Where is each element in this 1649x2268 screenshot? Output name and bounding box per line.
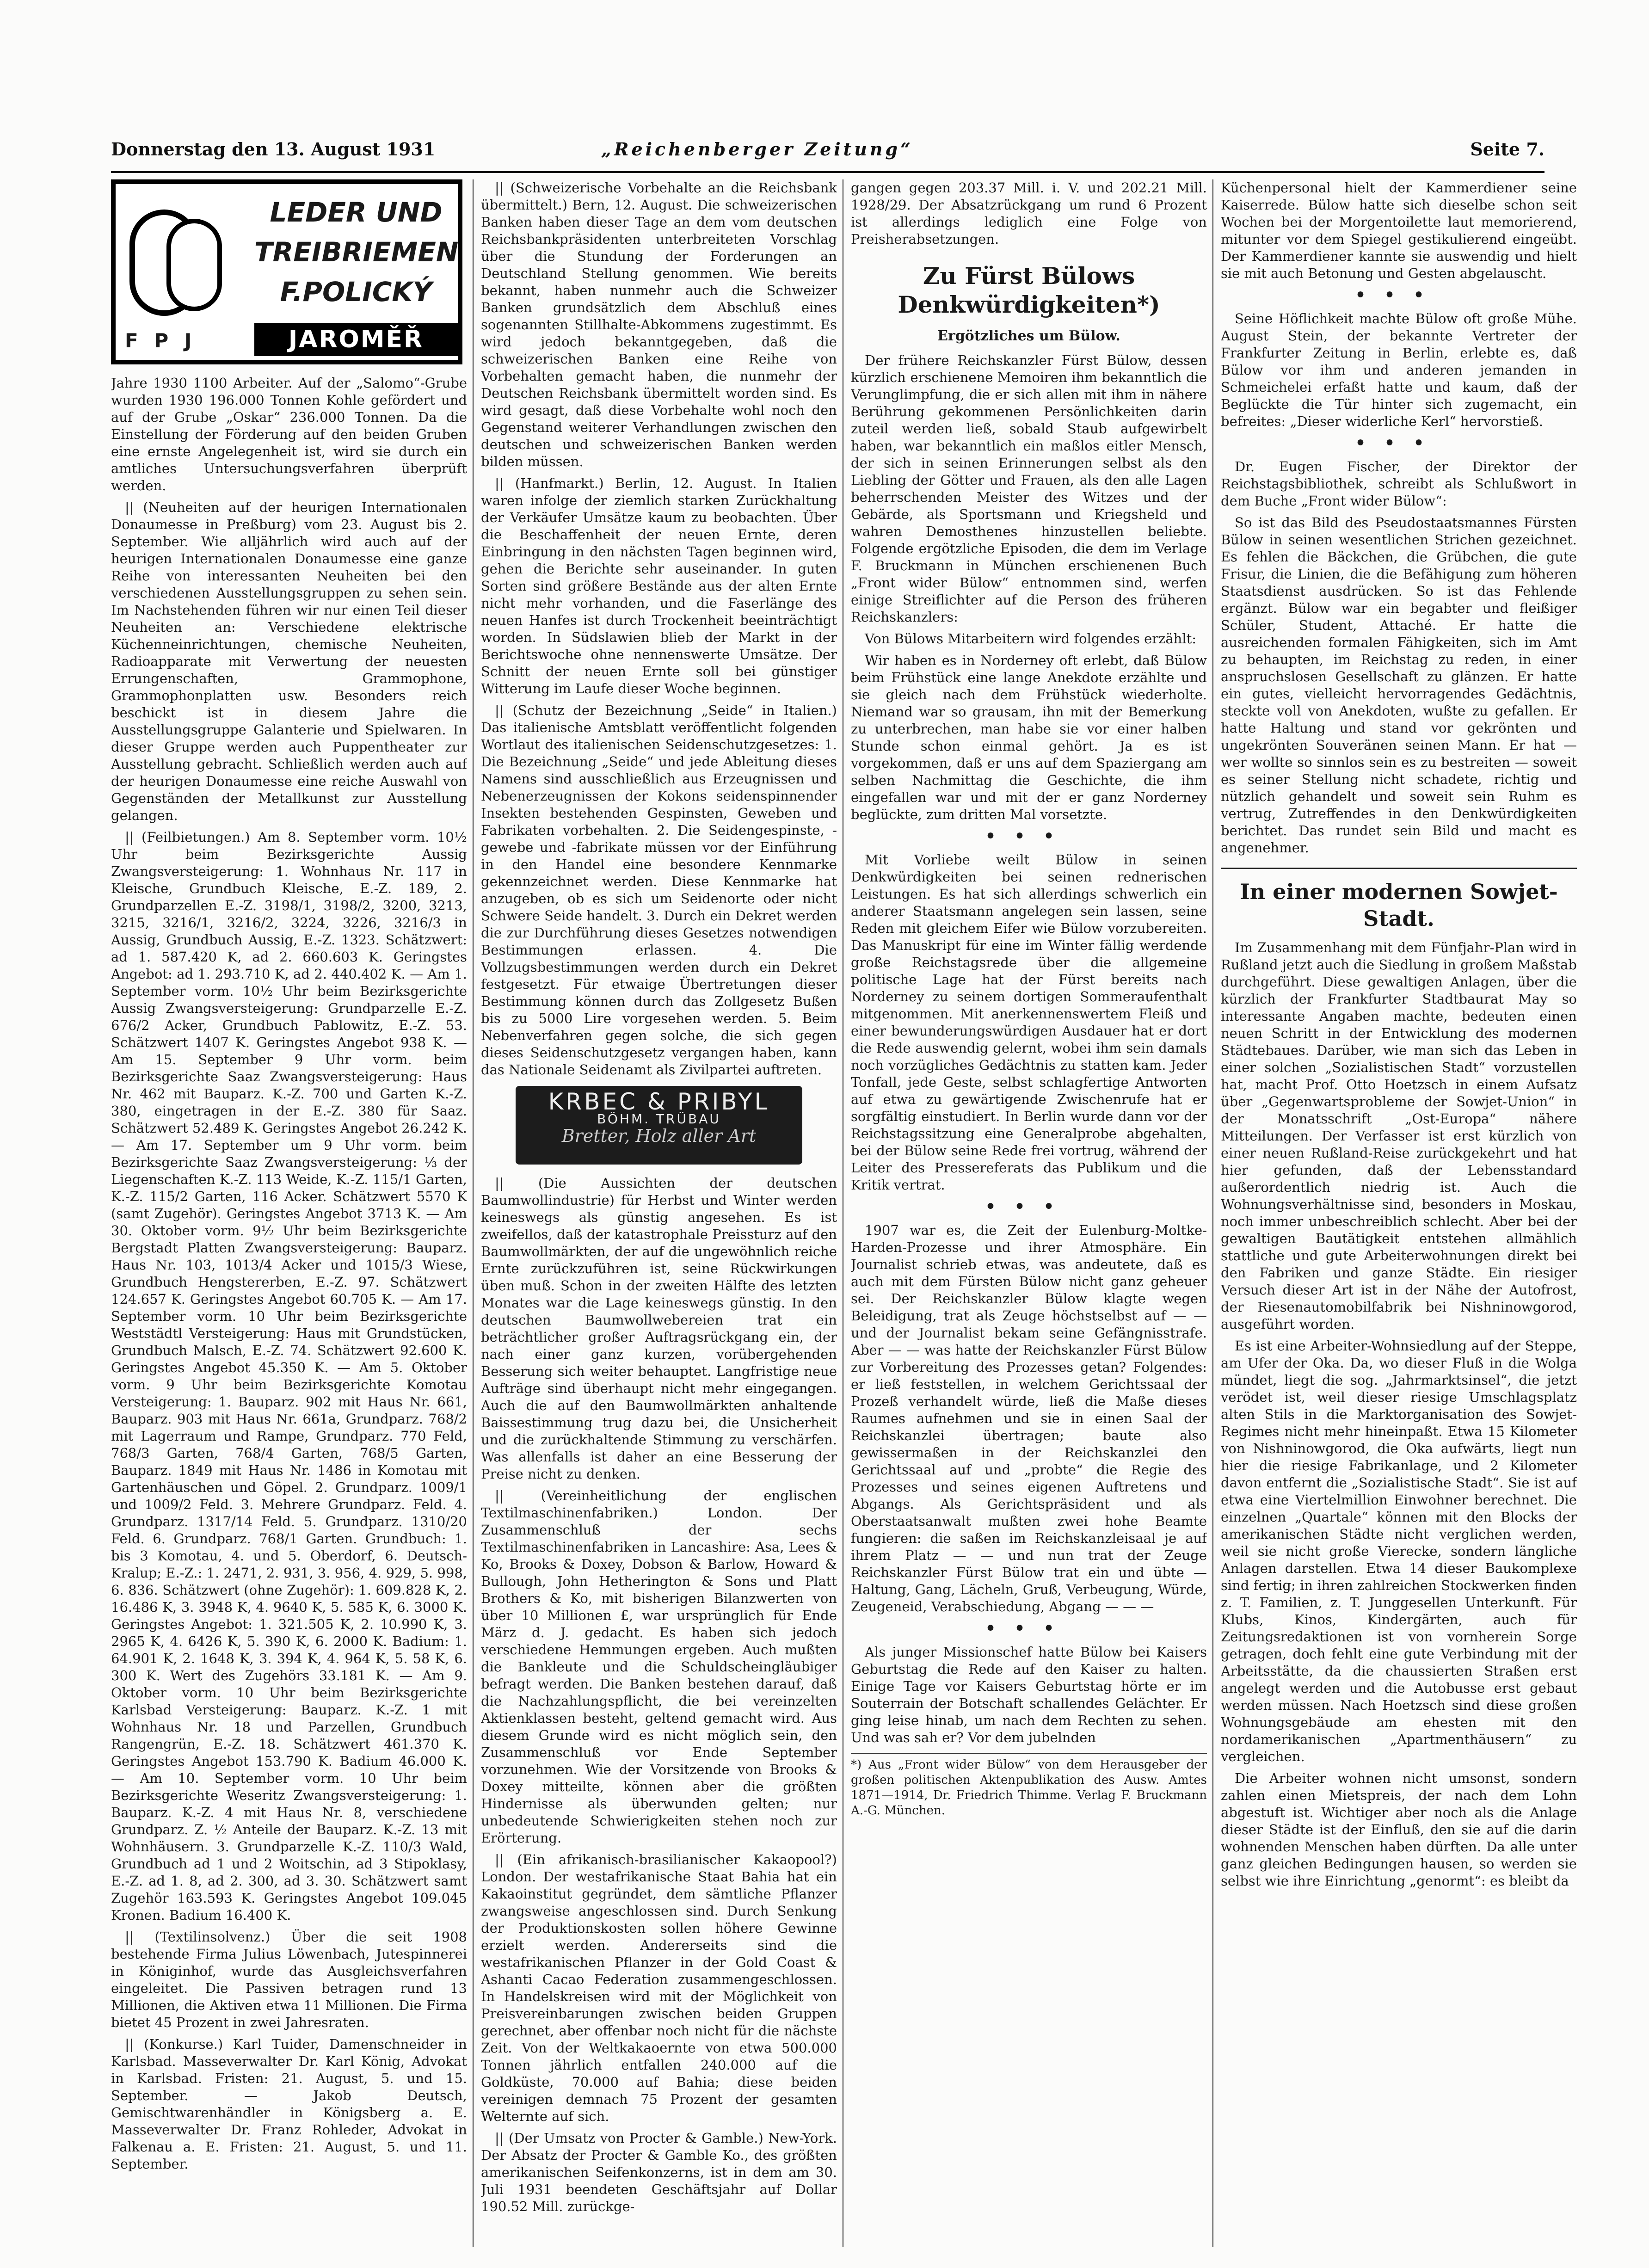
headline-sowjet-stadt: In einer modernen Sowjet-Stadt.	[1221, 868, 1577, 932]
header-paper-title: „Reichenberger Zeitung“	[601, 139, 913, 160]
article-paragraph: Der frühere Reichskanzler Fürst Bülow, dessen kürzlich erschienene Memoiren ihm bekanntlich die Verunglimpfung, die er sich allen mit ihm in nähere Berührung gekommenen Persönlichkeiten darin zuteil werden ließ, sobald Staub aufgewirbelt haben, war bekanntlich ein maßlos eitler Mensch, der sich in seinen Erinnerungen selbst als den Liebling der Götter und Frauen, als den alle Lagen beherrschenden Meister des Witzes und der Gebärde, als Sportsmann und Kriegsheld und wahren Demosthenes hinzustellen beliebte. Folgende ergötzliche Episoden, die dem im Verlage F. Bruckmann in München erschienenen Buch „Front wider Bülow“ entnommen sind, werfen einige Streiflichter auf die Person des früheren Reichskanzlers:	[851, 352, 1207, 625]
article-paragraph: Wir haben es in Norderney oft erlebt, daß Bülow beim Frühstück eine lange Anekdote erzählte und sie gleich nach dem Frühstück wiederholte. Niemand war so grausam, ihn mit der Bemerkung zu unterbrechen, man habe sie vor einer halben Stunde schon einmal gehört. Ja es ist vorgekommen, daß er uns auf dem Spaziergang am selben Nachmittag die Geschichte, die ihm eingefallen war und mit der er ganz Norderney beglückte, zum dritten Mal vorsetzte.	[851, 653, 1207, 822]
article-paragraph: || (Schutz der Bezeichnung „Seide“ in Italien.) Das italienische Amtsblatt veröffentlicht folgenden Wortlaut des italienischen Seidenschutzgesetzes: 1. Die Bezeichnung „Seide“ und jede Ableitung dieses Namens sind ausschließlich aus Erzeugnissen und Nebenerzeugnissen der Kokons seidenspinnender Insekten bestehenden Gespinsten, Geweben und Fabrikaten vorbehalten. 2. Die Seidengespinste, -gewebe und -fabrikate müssen vor der Einführung in den Handel eine besondere Kennmarke gekennzeichnet werden. Diese Kennmarke hat anzugeben, ob es sich um Seidenorte oder nicht Schwere Seide handelt. 3. Durch ein Dekret werden die zur Durchführung dieses Gesetzes notwendigen Bestimmungen erlassen. 4. Die Vollzugsbestimmungen werden durch ein Dekret festgesetzt. Für etwaige Übertretungen dieser Bestimmung können durch das Zollgesetz Bußen bis zu 5000 Lire vorgesehen werden. 5. Beim Nebenverfahren gegen solche, die sich gegen dieses Seidenschutzgesetz vergangen haben, kann das Nationale Seidenamt als Zivilpartei auftreten.	[481, 703, 837, 1078]
advertisement-krbec-pribyl	[516, 1086, 802, 1165]
article-paragraph: Es ist eine Arbeiter-Wohnsiedlung auf der Steppe, am Ufer der Oka. Da, wo dieser Fluß in die Wolga mündet, liegt die sog. „Jahrmarktsinsel“, die jetzt verödet ist, weil dieser riesige Umschlagsplatz alten Stils in die Marktorganisation des Sowjet-Regimes nicht mehr hineinpaßt. Etwa 15 Kilometer von Nishninowgorod, die Oka aufwärts, liegt nun hier die riesige Fabrikanlage, und 2 Kilometer davon entfernt die „Sozialistische Stadt“. Sie ist auf etwa eine Viertelmillion Einwohner berechnet. Die einzelnen „Quartale“ können mit den Blocks der amerikanischen Städte nicht verglichen werden, weil sie nicht große Vierecke, sondern längliche Anlagen darstellen. Etwa 14 dieser Baukomplexe sind fertig; in ihren zahlreichen Stockwerken finden z. T. Familien, z. T. Junggesellen Unterkunft. Für Klubs, Kinos, Kindergärten, auch für Zeitungsredaktionen ist von vornherein Sorge getragen, doch fehlt eine gute Verbindung mit der Arbeitsstätte, da die chaussierten Straßen erst angelegt werden und die Autobusse erst gebaut werden müssen. Nach Hoetzsch sind diese großen Wohnungsgebäude am ehesten mit den nordamerikanischen „Apartmenthäusern“ zu vergleichen.	[1221, 1338, 1577, 1764]
article-paragraph: So ist das Bild des Pseudostaatsmannes Fürsten Bülow in seinen wesentlichen Strichen gezeichnet. Es fehlen die Bäckchen, die Grübchen, die gute Frisur, die Linien, die die Befähigung zum höheren Staatsdienst ausdrücken. So ist das Fehlende ergänzt. Bülow war ein begabter und fleißiger Schüler, Student, Attaché. Er hatte die ausreichenden formalen Fähigkeiten, sich im Amt zu behaupten, im Reichstag zu reden, in einer anspruchslosen Gesellschaft zu glänzen. Er hatte ein gutes, vielleicht hervorragendes Gedächtnis, steckte voll von Anekdoten, wußte zu gefallen. Er hatte Haltung und stand vor gekrönten und ungekrönten Souveränen seinen Mann. Er hat — wer wollte so sinnlos sein es zu bestreiten — soweit es seiner Stellung nicht schadete, richtig und nützlich gehandelt und soweit sein Ruhm es vertrug, Zutreffendes in den Denkwürdigkeiten berichtet. Das rundet sein Bild und macht es angenehmer.	[1221, 515, 1577, 856]
column-4	[1221, 179, 1577, 2242]
header-date: Donnerstag den 13. August 1931	[111, 139, 436, 160]
article-paragraph: || (Feilbietungen.) Am 8. September vorm. 10½ Uhr beim Bezirksgerichte Aussig Zwangsversteigerung: 1. Wohnhaus Nr. 117 in Kleische, Grundbuch Kleische, E.-Z. 189, 2. Grundparzellen E.-Z. 3198/1, 3198/2, 3200, 3213, 3215, 3216/1, 3216/2, 3224, 3226, 3216/3 in Aussig, Grundbuch Aussig, E.-Z. 1323. Schätzwert: ad 1. 587.420 K, ad 2. 660.603 K. Geringstes Angebot: ad 1. 293.710 K, ad 2. 440.402 K. — Am 1. September vorm. 10½ Uhr beim Bezirksgerichte Aussig Zwangsversteigerung: Grundparzelle E.-Z. 676/2 Acker, Grundbuch Pablowitz, E.-Z. 53. Schätzwert 1407 K. Geringstes Angebot 938 K. — Am 15. September 9 Uhr vorm. beim Bezirksgerichte Saaz Zwangsversteigerung: Haus Nr. 462 mit Bauparz. K.-Z. 700 und Garten K.-Z. 380, eingetragen in der E.-Z. 380 für Saaz. Schätzwert 52.489 K. Geringstes Angebot 26.242 K. — Am 17. September um 9 Uhr vorm. beim Bezirksgerichte Saaz Zwangsversteigerung: ⅓ der Liegenschaften K.-Z. 113 Weide, K.-Z. 115/1 Garten, K.-Z. 115/2 Garten, 116 Acker. Schätzwert 5570 K (samt Zugehör). Geringstes Angebot 3713 K. — Am 30. Oktober vorm. 9½ Uhr beim Bezirksgerichte Bergstadt Platten Zwangsversteigerung: Bauparz. Haus Nr. 103, 1013/4 Acker und 1015/3 Wiese, Grundbuch Hengstererben, E.-Z. 97. Schätzwert 124.657 K. Geringstes Angebot 60.705 K. — Am 17. September vorm. 10 Uhr beim Bezirksgerichte Weststädtl Versteigerung: Haus mit Grundstücken, Grundbuch Malsch, E.-Z. 74. Schätzwert 92.600 K. Geringstes Angebot 45.350 K. — Am 5. Oktober vorm. 9 Uhr beim Bezirksgerichte Komotau Versteigerung: 1. Bauparz. 902 mit Haus Nr. 661, Bauparz. 903 mit Haus Nr. 661a, Grundparz. 768/2 mit Lagerraum und Rampe, Grundparz. 770 Feld, 768/3 Garten, 768/4 Garten, 768/5 Garten, Bauparz. 1849 mit Haus Nr. 1486 in Komotau mit Gartenhäuschen und Göpel. 2. Grundparz. 1009/1 und 1009/2 Feld. 3. Mehrere Grundparz. Feld. 4. Grundparz. 1317/14 Feld. 5. Grundparz. 1310/20 Feld. 6. Grundparz. 768/1 Garten. Grundbuch: 1. bis 3 Komotau, 4. und 5. Oberdorf, 6. Deutsch-Kralup; E.-Z.: 1. 2471, 2. 931, 3. 956, 4. 929, 5. 998, 6. 836. Schätzwert (ohne Zugehör): 1. 609.828 K, 2. 16.486 K, 3. 3948 K, 4. 9640 K, 5. 585 K, 6. 3000 K. Geringstes Angebot: 1. 321.505 K, 2. 10.990 K, 3. 2965 K, 4. 6426 K, 5. 390 K, 6. 2000 K. Badium: 1. 64.901 K, 2. 1648 K, 3. 394 K, 4. 964 K, 5. 58 K, 6. 300 K. Wert des Zugehörs 33.181 K. — Am 9. Oktober vorm. 10 Uhr beim Bezirksgerichte Karlsbad Versteigerung: Bauparz. K.-Z. 1 mit Wohnhaus Nr. 18 und Parzellen, Grundbuch Rangengrün, E.-Z. 18. Schätzwert 461.370 K. Geringstes Angebot 153.790 K. Badium 46.000 K. — Am 10. September vorm. 10 Uhr beim Bezirksgerichte Weseritz Zwangsversteigerung: 1. Bauparz. K.-Z. 4 mit Haus Nr. 8, verschiedene Grundparz. Z. ½ Anteile der Bauparz. K.-Z. 13 mit Wohnhäusern. 3. Grundparzelle K.-Z. 110/3 Wald, Grundbuch ad 1 und 2 Woitschin, ad 3 Stipoklasy, E.-Z. ad 1. 8, ad 2. 300, ad 3. 30. Schätzwert samt Zugehör 163.593 K. Geringstes Angebot 109.045 Kronen. Badium 16.400 K.	[111, 829, 467, 1923]
section-separator: •••	[985, 1197, 1073, 1216]
section-separator: •••	[985, 1619, 1073, 1638]
article-paragraph: Jahre 1930 1100 Arbeiter. Auf der „Salomo“-Grube wurden 1930 196.000 Tonnen Kohle gefördert und auf der Grube „Oskar“ 236.000 Tonnen. Da die Einstellung der Förderung auf den beiden Gruben eine ernste Angelegenheit ist, wird sie durch ein amtliches Untersuchungsverfahren überprüft werden.	[111, 375, 467, 493]
article-paragraph: Als junger Missionschef hatte Bülow bei Kaisers Geburtstag die Rede auf den Kaiser zu halten. Einige Tage vor Kaisers Geburtstag hörte er im Souterrain der Botschaft schallendes Gelächter. Er ging leise hinab, um nach dem Rechten zu sehen. Und was sah er? Vor dem jubelnden	[851, 1644, 1207, 1745]
headline-buelow: Zu Fürst Bülows Denkwürdigkeiten*)	[898, 262, 1160, 318]
article-paragraph: || (Neuheiten auf der heurigen Internationalen Donaumesse in Preßburg) vom 23. August bis 2. September. Wie alljährlich wird auch auf der heurigen Internationalen Donaumesse eine ganze Reihe von interessanten Neuheiten bei den verschiedenen Ausstellungsgruppen zu sehen sein. Im Nachstehenden führen wir nur einen Teil dieser Neuheiten an: Verschiedene elektrische Küchenneinrichtungen, chemische Neuheiten, Radioapparate mit Verwertung der neuesten Errungenschaften, Grammophone, Grammophonplatten usw. Besonders reich beschickt ist in diesem Jahre die Ausstellungsgruppe Galanterie und Spielwaren. In dieser Gruppe werden auch Puppentheater zur Ausstellung gebracht. Schließlich werden auch auf der heurigen Donaumesse eine reiche Auswahl von Gegenständen der Metallkunst zur Ausstellung gelangen.	[111, 499, 467, 823]
article-paragraph: Im Zusammenhang mit dem Fünfjahr-Plan wird in Rußland jetzt auch die Siedlung in großem Maßstab durchgeführt. Diese gewaltigen Anlagen, über die kürzlich der Frankfurter Stadtbaurat May so interessante Angaben machte, bedeuten einen neuen Schritt in der Entwicklung des modernen Städtebaues. Darüber, wie man sich das Leben in einer solchen „Sozialistischen Stadt“ vorzustellen hat, macht Prof. Otto Hoetzsch in einem Aufsatz über „Gegenwartsprobleme der Sowjet-Union“ in der Monatsschrift „Ost-Europa“ nähere Mitteilungen. Der Verfasser ist erst kürzlich von einer neuen Rußland-Reise zurückgekehrt und hat hier gefunden, daß der Lebensstandard außerordentlich niedrig ist. Auch die Wohnungsverhältnisse sind, besonders in Moskau, noch immer unbeschreiblich schlecht. Aber bei der gewaltigen Bautätigkeit entstehen allmählich stattliche und gute Arbeiterwohnungen direkt bei den Fabriken und ganze Städte. Ein riesiger Versuch dieser Art ist in der Nähe der Autofrost, der Riesenautomobilfabrik bei Nishninowgorod, ausgeführt worden.	[1221, 940, 1577, 1332]
ad-krbec-slogan: Bretter, Holz aller Art	[561, 1126, 757, 1146]
article-paragraph: Die Arbeiter wohnen nicht umsonst, sondern zahlen einen Mietspreis, der nach dem Lohn abgestuft ist. Wichtiger aber noch als die Anlage dieser Städte ist der Einfluß, den sie auf die darin wohnenden Menschen haben dürften. Da alle unter ganz gleichen Bedingungen hausen, so werden sie selbst wie ihre Einrichtung „genormt“: es bleibt da	[1221, 1770, 1577, 1889]
page-header	[111, 139, 1544, 166]
ad-krbec-place: BÖHM. TRÜBAU	[597, 1111, 721, 1127]
section-separator: •••	[985, 826, 1073, 846]
ad-leder-line: LEDER UND	[270, 197, 443, 228]
ad-fpj-monogram: F P J	[125, 329, 197, 352]
article-paragraph: Mit Vorliebe weilt Bülow in seinen Denkwürdigkeiten bei seinen rednerischen Leistungen. Es hat sich allerdings schwerlich ein anderer Staatsmann angelegen sein lassen, seine Reden mit gleichem Eifer wie Bülow vorzubereiten. Das Manuskript für eine im Winter fällig werdende große Reichstagsrede über die allgemeine politische Lage hat der Fürst bereits nach Norderney zu seinem dortigen Sommeraufenthalt mitgenommen. Mit anerkennenswertem Fleiß und einer bewunderungswürdigen Ausdauer hat er dort die Rede auswendig gelernt, wobei ihm sein damals noch vorzügliches Gedächtnis zu statten kam. Jeder Tonfall, jede Geste, selbst schlagfertige Antworten auf etwa zu gewärtigende Zwischenrufe hat er sorgfältig einstudiert. In Berlin wurde dann vor der Reichstagssitzung eine Generalprobe abgehalten, bei der Bülow seine Rede frei vortrug, während der Leiter des Pressereferats das Publikum und die Kritik vertrat.	[851, 852, 1207, 1193]
ad-leder-text	[254, 192, 458, 312]
belt-logo-icon	[166, 219, 222, 311]
header-page-number: Seite 7.	[1470, 139, 1544, 160]
article-paragraph: || (Textilinsolvenz.) Über die seit 1908 bestehende Firma Julius Löwenbach, Jutespinnerei in Königinhof, wurde das Ausgleichsverfahren eingeleitet. Die Passiven betragen rund 13 Millionen, die Aktiven etwa 11 Millionen. Die Firma bietet 45 Prozent in zwei Jahresraten.	[111, 1929, 467, 2030]
column-1	[111, 179, 467, 2242]
subheadline-buelow: Ergötzliches um Bülow.	[937, 328, 1120, 344]
article-paragraph: Von Bülows Mitarbeitern wird folgendes erzählt:	[865, 631, 1197, 647]
advertisement-leder-policky	[111, 179, 462, 364]
article-paragraph: || (Vereinheitlichung der englischen Textilmaschinenfabriken.) London. Der Zusammenschluß der sechs Textilmaschinenfabriken in Lancashire: Asa, Lees & Ko, Brooks & Doxey, Dobson & Barlow, Howard & Bullough, John Hetherington & Sons und Platt Brothers & Ko, mit bisherigen Bilanzwerten von über 10 Millionen £, war ursprünglich für Ende März d. J. gedacht. Es haben sich jedoch verschiedene Hemmungen ergeben. Auch mußten die Bankleute und die Schuldscheingläubiger befragt werden. Die Banken bestehen darauf, daß die Nachzahlungspflicht, die bei vereinzelten Aktienklassen besteht, geltend gemacht wird. Aus diesem Grunde wird es nicht möglich sein, den Zusammenschluß vor Ende September vorzunehmen. Wie der Vorsitzende von Brooks & Doxey mitteilte, können aber die größten Hindernisse als überwunden gelten; nur unbedeutende Schwierigkeiten stehen noch zur Erörterung.	[481, 1488, 837, 1846]
article-paragraph: || (Ein afrikanisch-brasilianischer Kakaopool?) London. Der westafrikanische Staat Bahia hat ein Kakaoinstitut gegründet, dem sämtliche Pflanzer zwangsweise angeschlossen sind. Durch Senkung der Produktionskosten sollen höhere Gewinne erzielt werden. Andererseits sind die westafrikanischen Pflanzer in der Gold Coast & Ashanti Cacao Federation zusammengeschlossen. In Handelskreisen wird mit der Möglichkeit von Preisvereinbarungen zwischen beiden Gruppen gerechnet, aber offenbar noch nicht für die nächste Zeit. Von der Weltkakaoernte von etwa 500.000 Tonnen jährlich entfallen 240.000 auf die Goldküste, 70.000 auf Bahia; diese beiden vereinigen demnach 75 Prozent der gesamten Welternte auf sich.	[481, 1852, 837, 2124]
article-paragraph: || (Konkurse.) Karl Tuider, Damenschneider in Karlsbad. Masseverwalter Dr. Karl König, Advokat in Karlsbad. Fristen: 21. August, 5. und 15. September. — Jakob Deutsch, Gemischtwarenhändler in Königsberg a. E. Masseverwalter Dr. Franz Rohleder, Advokat in Falkenau a. E. Fristen: 21. August, 5. und 11. September.	[111, 2036, 467, 2172]
article-paragraph: Seine Höflichkeit machte Bülow oft große Mühe. August Stein, der bekannte Vertreter der Frankfurter Zeitung in Berlin, erlebte es, daß Bülow vor ihm und anderen jemanden in Schmeichelei erfaßt hatte und kaum, daß der Beglückte die Tür hinter sich zugemacht, ein befreites: „Dieser widerliche Kerl“ hervorstieß.	[1221, 311, 1577, 429]
column-divider	[1212, 179, 1213, 2247]
ad-leder-jaromer: JAROMĚŘ	[254, 323, 458, 356]
column-3	[851, 179, 1207, 2242]
article-paragraph: || (Schweizerische Vorbehalte an die Reichsbank übermittelt.) Bern, 12. August. Die schweizerischen Banken haben dieser Tage an dem vom deutschen Reichsbankpräsidenten unterbreiteten Vorschlag über die Stundung der Forderungen an Deutschland Stellung genommen. Wie bereits bekannt, haben nunmehr auch die Schweizer Banken grundsätzlich dem Abschluß eines sogenannten Stillhalte-Abkommens zugestimmt. Es wird jedoch bekanntgegeben, daß die schweizerischen Banken eine Reihe von Vorbehalten gemacht haben, die nunmehr der Deutschen Reichsbank übermittelt worden sind. Es wird gesagt, daß diese Vorbehalte wohl noch den Gegenstand weiterer Verhandlungen zwischen den deutschen und schweizerischen Banken werden bilden müssen.	[481, 180, 837, 469]
column-divider	[473, 179, 474, 2247]
article-paragraph: gangen gegen 203.37 Mill. i. V. und 202.21 Mill. 1928/29. Der Absatzrückgang um rund 6 Prozent ist allerdings lediglich eine Folge von Preisherabsetzungen.	[851, 180, 1207, 247]
column-2	[481, 179, 837, 2242]
section-separator: •••	[1355, 433, 1443, 453]
article-paragraph: Küchenpersonal hielt der Kammerdiener seine Kaiserrede. Bülow hatte sich dieselbe schon seit Wochen bei der Morgentoilette laut memorierend, mitunter vor dem Spiegel gestikulierend eingeübt. Der Kammerdiener kannte sie auswendig und hielt sie mit auch Betonung und Gesten abgelauscht.	[1221, 180, 1577, 281]
header-rule	[111, 171, 1544, 173]
footnote: *) Aus „Front wider Bülow“ von dem Herausgeber der großen politischen Aktenpublikation des Ausw. Amtes 1871—1914, Dr. Friedrich Thimme. Verlag F. Bruckmann A.-G. München.	[851, 1753, 1207, 1818]
ad-krbec-name: KRBEC & PRIBYL	[548, 1088, 770, 1115]
article-paragraph: || (Die Aussichten der deutschen Baumwollindustrie) für Herbst und Winter werden keineswegs als günstig angesehen. Es ist zweifellos, daß der katastrophale Preissturz auf den Baumwollmärkten, der auf die ungewöhnlich reiche Ernte zurückzuführen ist, seine Rückwirkungen üben muß. Schon in der zweiten Hälfte des letzten Monates war die Lage keineswegs günstig. In den deutschen Baumwollwebereien trat ein beträchtlicher großer Auftragsrückgang ein, der nach einer ganz kurzen, vorübergehenden Besserung sich weiter behauptet. Langfristige neue Aufträge sind überhaupt nicht mehr eingegangen. Auch die auf den Baumwollmärkten anhaltende Baissestimmung trug dazu bei, die Unsicherheit und die zurückhaltende Stimmung zu verschärfen. Was allenfalls ist daher an eine Besserung der Preise nicht zu denken.	[481, 1175, 837, 1482]
article-paragraph: || (Hanfmarkt.) Berlin, 12. August. In Italien waren infolge der ziemlich starken Zurückhaltung der Verkäufer Umsätze kaum zu beobachten. Über die Beschaffenheit der neuen Ernte, deren Einbringung in den nächsten Tagen beginnen wird, gehen die Berichte sehr auseinander. In guten Sorten sind größere Bestände aus der alten Ernte nicht mehr vorhanden, und die Faserlänge des neuen Hanfes ist durch Trockenheit beeinträchtigt worden. In Südslawien blieb der Markt in der Berichtswoche ohne nennenswerte Umsätze. Der Schnitt der neuen Ernte soll bei günstiger Witterung im Laufe dieser Woche beginnen.	[481, 475, 837, 696]
section-separator: •••	[1355, 285, 1443, 305]
article-paragraph: 1907 war es, die Zeit der Eulenburg-Moltke-Harden-Prozesse und ihrer Atmosphäre. Ein Journalist schrieb etwas, was andeutete, daß es auch mit dem Fürsten Bülow nicht ganz geheuer sei. Der Reichskanzler Bülow klagte wegen Beleidigung, trat als Zeuge höchstselbst auf — — und der Journalist bekam seine Gefängnisstrafe. Aber — — was hatte der Reichskanzler Fürst Bülow zur Vorbereitung des Prozesses getan? Folgendes: er ließ feststellen, in welchem Gerichtssaal der Prozeß verhandelt würde, ließ die Maße dieses Raumes aufnehmen und sie in einen Saal der Reichskanzlei übertragen; baute also gewissermaßen in der Reichskanzlei den Gerichtssaal auf und „probte“ die Regie des Prozesses und seines eigenen Auftretens und Abgangs. Als Gerichtspräsident und als Oberstaatsanwalt mußten zwei hohe Beamte fungieren: die saßen im Reichskanzleisaal je auf ihrem Platz — — und nun trat der Zeuge Reichskanzler Fürst Bülow trat ein und übte — Haltung, Gang, Lächeln, Gruß, Verbeugung, Würde, Zeugeneid, Verabschiedung, Abgang — — —	[851, 1222, 1207, 1615]
article-paragraph: || (Der Umsatz von Procter & Gamble.) New-York. Der Absatz der Procter & Gamble Ko., des größten amerikanischen Seifenkonzerns, ist in dem am 30. Juli 1931 beendeten Geschäftsjahr auf Dollar 190.52 Mill. zurückge-	[481, 2130, 837, 2214]
article-paragraph: Dr. Eugen Fischer, der Direktor der Reichstagsbibliothek, schreibt als Schlußwort in dem Buche „Front wider Bülow“:	[1221, 459, 1577, 509]
ad-leder-line: F.POLICKÝ	[280, 276, 432, 308]
ad-leder-line: TREIBRIEMEN	[254, 236, 459, 268]
